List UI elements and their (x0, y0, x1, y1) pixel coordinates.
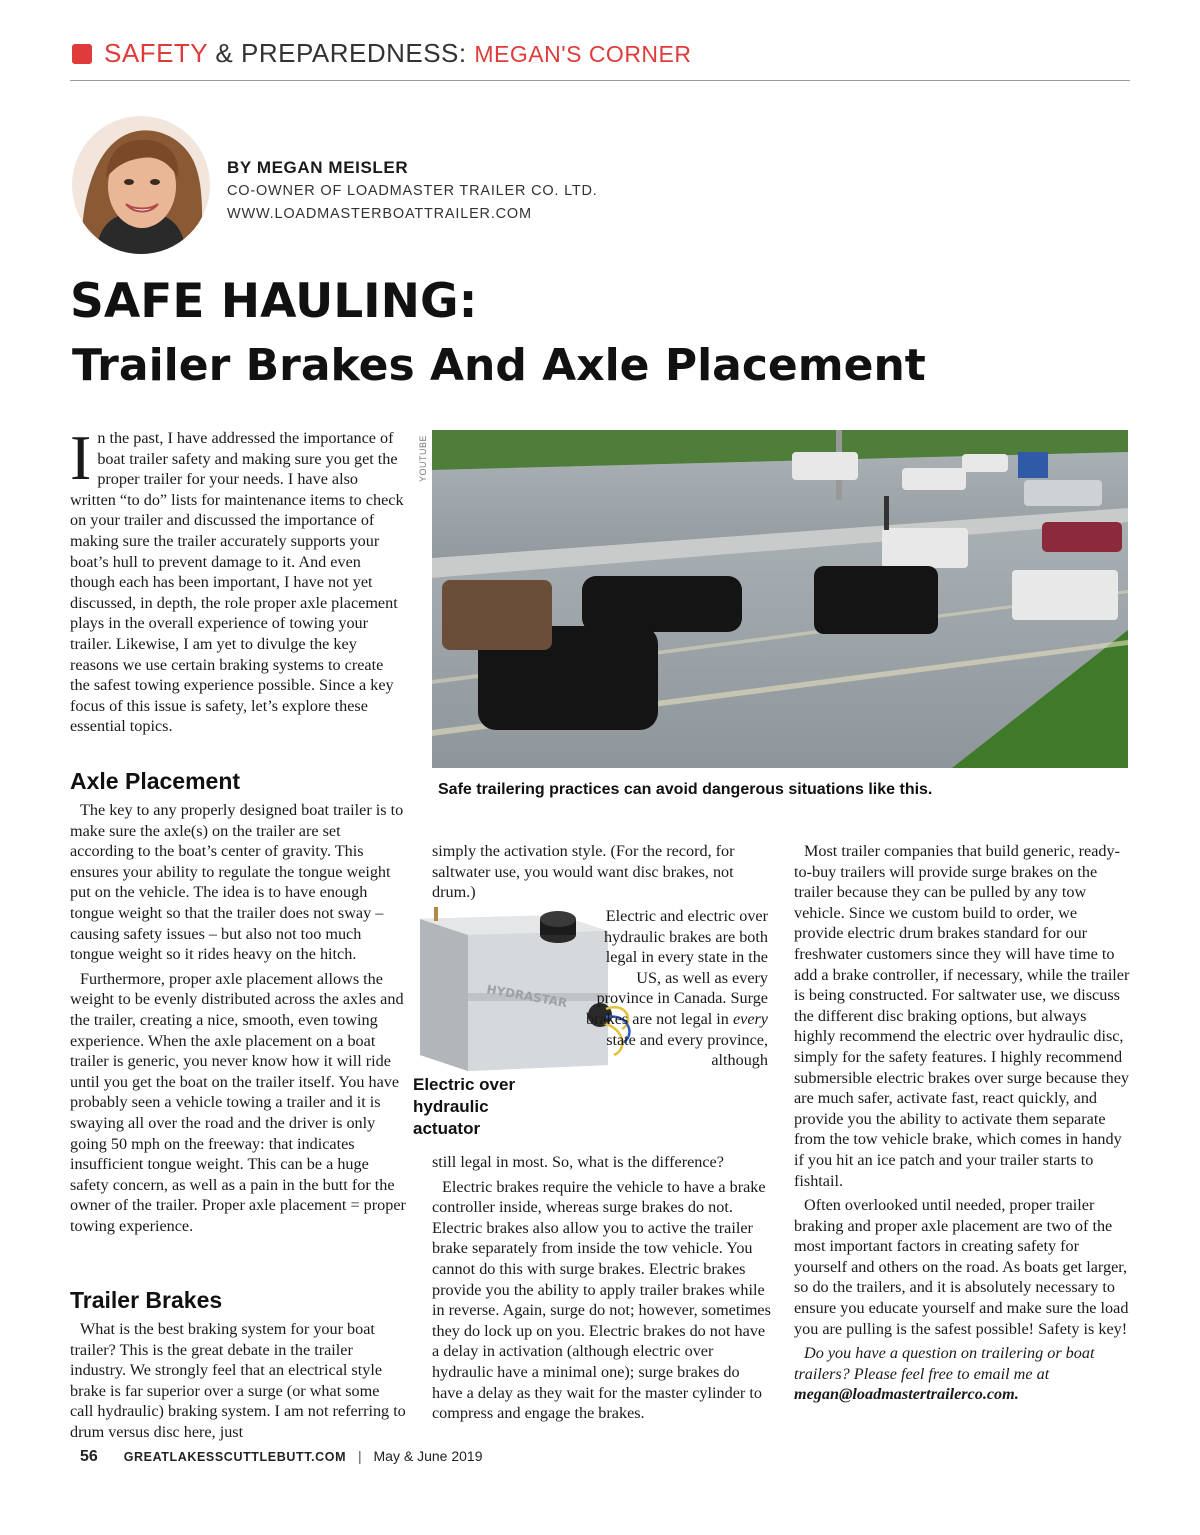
axle-placement-heading: Axle Placement (70, 768, 241, 794)
closing-note (794, 1343, 1130, 1405)
brakes-col2-continued: still legal in most. So, what is the difference? (432, 1153, 724, 1171)
drop-cap: I (70, 422, 92, 493)
wrap-text-after: state and every province, although (606, 1030, 768, 1070)
section-preparedness: PREPAREDNESS: (240, 38, 467, 68)
header-divider (70, 80, 1130, 81)
article-subtitle: Trailer Brakes And Axle Placement (72, 340, 926, 391)
author-role: CO-OWNER OF LOADMASTER TRAILER CO. LTD. (227, 183, 598, 199)
photo-credit: YOUTUBE (418, 434, 428, 482)
footer-issue: May & June 2019 (373, 1448, 483, 1464)
col3-paragraph-1: Most trailer companies that build generic, ready-to-buy trailers will provide surge brakes on the trailer because they can be pulled by any tow vehicle. Since we custom build to order, we provide electric drum brakes standard for our freshwater customers since they will have time to add a brake controller, if necessary, while the trailer is being constructed. For saltwater use, we discuss the different disc braking options, but always highly recommend the electric over hydraulic disc, simply for the safety features. I highly recommend submersible electric brakes over surge because they are much safer, activate fast, react quickly, and provide you the ability to activate them separate from the tow vehicle brake, which comes in handy if you hit an ice patch and your trailer starts to fishtail. (794, 842, 1130, 1190)
section-megans-corner: MEGAN'S CORNER (474, 41, 692, 67)
intro-paragraph (70, 422, 404, 737)
photo-caption: Safe trailering practices can avoid dangerous situations like this. (438, 781, 933, 798)
article-title: SAFE HAULING: (70, 274, 478, 329)
footer-divider: | (357, 1448, 362, 1464)
brakes-paragraph-1: What is the best braking system for your boat trailer? This is the great debate in the trailer industry. We strongly feel that an electrical style brake is far superior over a surge (or what some call hydraulic) braking system. I am not referring to drum versus disc here, just (70, 1320, 406, 1441)
axle-section-body (70, 800, 406, 1236)
highway-accident-photo (432, 430, 1128, 768)
section-header (104, 38, 692, 69)
section-safety: SAFETY (104, 38, 208, 68)
actuator-brand-mark: HYDRASTAR (485, 982, 569, 1011)
brakes-section-body (70, 1319, 406, 1443)
author-portrait (72, 116, 210, 254)
col3-paragraph-2: Often overlooked until needed, proper trailer braking and proper axle placement are two of the most important factors in creating safety for yourself and others on the road. As boats get larger, so do the trailers, and it is absolutely necessary to ensure you educate yourself and make sure the load you are pulling is the safest possible! Safety is key! (794, 1196, 1129, 1338)
axle-paragraph-2: Furthermore, proper axle placement allows the weight to be evenly distributed across the axles and the trailer, creating a nice, smooth, even towing experience. When the axle placement on a boat trailer is generic, you never know how it will ride until you get the boat on the trailer itself. You have probably seen a vehicle towing a trailer and it is swaying all over the road and the driver is only going 50 mph on the freeway: that indicates insufficient tongue weight. This can be a huge safety concern, as well as a pain in the butt for the owner of the trailer. Proper axle placement = proper towing experience. (70, 969, 406, 1235)
axle-paragraph-1: The key to any properly designed boat trailer is to make sure the axle(s) on the trailer are set according to the boat’s center of gravity. This ensures your ability to regulate the tongue weight put on the vehicle. The idea is to have enough tongue weight so that the trailer does not sway – causing safety issues – but also not too much tongue weight so it rides heavy on the hitch. (70, 801, 404, 964)
column-3-body (794, 841, 1130, 1405)
trailer-brakes-heading: Trailer Brakes (70, 1287, 223, 1313)
closing-question: Do you have a question on trailering or boat trailers? Please feel free to email me at (794, 1344, 1095, 1383)
brakes-continued-top (432, 841, 772, 903)
brakes-col2-top: simply the activation style. (For the record, for saltwater use, you would want disc brakes, not drum.) (432, 842, 735, 902)
brakes-continued-bottom (432, 1152, 772, 1424)
actuator-label: Electric over hydraulic actuator (413, 1075, 516, 1138)
section-amp: & (215, 38, 234, 68)
footer-site[interactable]: GREATLAKESSCUTTLEBUTT.COM (123, 1450, 347, 1464)
author-byline: BY MEGAN MEISLER (227, 158, 409, 177)
wrap-text-before: Electric and electric over hydraulic brakes are both legal in every state in the US, as well as every province in Canada. Surge brakes are not legal in (585, 907, 768, 1028)
page-number: 56 (80, 1448, 98, 1465)
page-footer (80, 1448, 482, 1466)
wrap-text-every: every (732, 1009, 768, 1028)
contact-email-link[interactable]: megan@loadmastertrailerco.com. (794, 1385, 1019, 1404)
author-website-link[interactable]: WWW.LOADMASTERBOATTRAILER.COM (227, 206, 532, 222)
section-marker (72, 44, 92, 64)
intro-text: n the past, I have addressed the importance of boat trailer safety and making sure you get the proper trailer for your needs. I have also written “to do” lists for maintenance items to check on your trailer and discussed the importance of making sure the trailer accurately supports your boat’s hull to prevent damage to it. And even though each has been important, I have not yet discussed, in depth, the role proper axle placement plays in the overall experience of towing your trailer. Likewise, I am yet to divulge the key reasons we use certain braking systems to create the safest towing experience possible. Since a key focus of this issue is safety, let’s explore these essential topics. (70, 429, 404, 736)
brakes-paragraph-3: Electric brakes require the vehicle to have a brake controller inside, whereas surge brakes do not. Electric brakes also allow you to active the trailer brake separately from inside the tow vehicle. You cannot do this with surge brakes. Electric brakes provide you the ability to apply trailer brakes while in reverse. Again, surge do not; however, sometimes they do lock up on you. Electric brakes do not have a delay in activation (although electric over hydraulic have a minimal one); surge brakes do have a delay as they wait for the master cylinder to compress and engage the brakes. (432, 1177, 771, 1423)
brakes-wrap-text (578, 906, 768, 1071)
